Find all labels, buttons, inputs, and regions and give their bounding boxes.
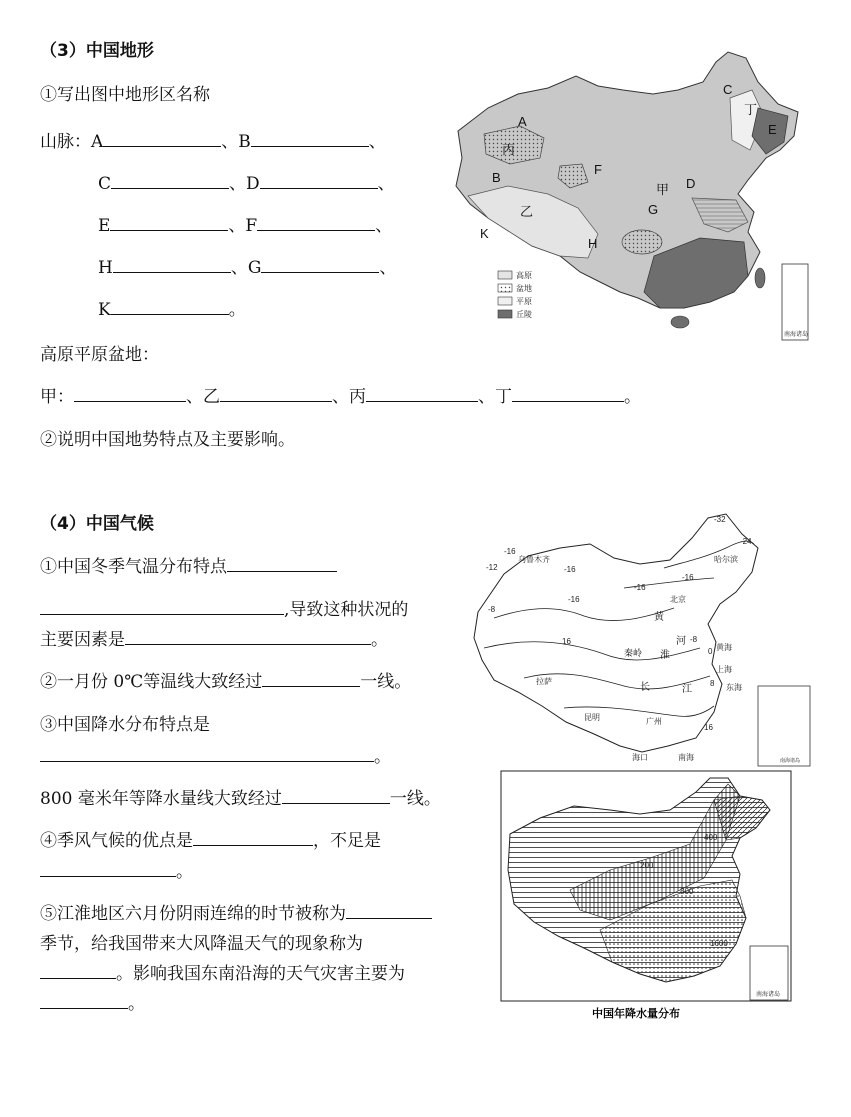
isotherm-label: -8 — [690, 635, 698, 644]
q1-text-a: ①中国冬季气温分布特点 — [40, 557, 227, 577]
mountains-label: 山脉： — [40, 132, 91, 152]
climate-q5-line2: 季节，给我国带来大风降温天气的现象称为 — [40, 934, 363, 954]
map-label-jia: 甲 — [656, 182, 670, 197]
isohyet-label: 400 — [704, 833, 718, 842]
period: 。 — [128, 994, 145, 1014]
climate-q3-blank-line — [40, 742, 391, 767]
precipitation-map — [500, 770, 792, 1025]
period: 。 — [374, 747, 391, 767]
place-shanghai: 上海 — [716, 665, 732, 674]
map-label-h: H — [588, 236, 598, 251]
isotherm-label: -16 — [634, 583, 646, 592]
place-kunming: 昆明 — [584, 713, 600, 722]
section3-question1: ①写出图中地形区名称 — [40, 85, 210, 105]
place-guangzhou: 广州 — [646, 717, 662, 726]
q1-text-b: ,导致这种状况的 — [284, 600, 409, 620]
plains-row — [40, 382, 641, 407]
q4-text-a: ④季风气候的优点是 — [40, 831, 193, 851]
answer-blank-q2[interactable] — [262, 685, 360, 687]
hainan-island — [671, 316, 689, 328]
legend-basin: 盆地 — [516, 284, 532, 293]
isohyet-label: 1600 — [710, 939, 728, 948]
map-label-g: G — [648, 202, 659, 217]
map-label-ding: 丁 — [744, 102, 758, 117]
answer-blank-q5c[interactable] — [40, 1007, 128, 1009]
terrain-map — [448, 46, 810, 344]
q5-text-a: ⑤江淮地区六月份阴雨连绵的时节被称为 — [40, 904, 346, 924]
separator: 、 — [229, 174, 247, 194]
answer-blank-q4a[interactable] — [193, 844, 313, 846]
answer-blank-q3[interactable] — [40, 760, 374, 762]
answer-blank-k[interactable] — [111, 313, 229, 315]
isotherm-label: -12 — [486, 563, 498, 572]
climate-q1-line2 — [40, 595, 408, 620]
place-huai: 淮 — [660, 650, 670, 661]
isotherm-label: 0 — [708, 647, 713, 656]
answer-blank-yi[interactable] — [220, 400, 332, 402]
inset-label: 南海诸岛 — [780, 758, 801, 764]
answer-blank-f[interactable] — [257, 229, 375, 231]
mountain-letter-c: C — [98, 174, 112, 194]
section3-heading: （3）中国地形 — [40, 41, 154, 61]
plain-jia-label: 甲： — [40, 387, 74, 407]
mountain-row-1 — [40, 127, 386, 152]
answer-blank-g[interactable] — [261, 271, 379, 273]
separator: 、 — [379, 258, 397, 278]
isotherm-label: -8 — [488, 605, 496, 614]
mountain-letter-g: G — [247, 258, 262, 278]
separator: 、 — [186, 387, 203, 407]
answer-blank-c[interactable] — [111, 187, 229, 189]
mountain-letter-h: H — [98, 258, 113, 278]
place-haikou: 海口 — [632, 753, 648, 762]
map-label-e: E — [768, 122, 777, 137]
climate-q1-line1 — [40, 552, 337, 577]
answer-blank-d[interactable] — [260, 187, 378, 189]
inset-label: 南海诸岛 — [784, 332, 809, 338]
answer-blank-b[interactable] — [251, 145, 369, 147]
legend-plain: 平原 — [516, 297, 532, 306]
climate-q4-line2 — [40, 857, 193, 882]
q2-text-b: 一线。 — [360, 672, 412, 692]
q3-line-end: 一线。 — [389, 789, 441, 809]
place-he: 河 — [676, 636, 686, 647]
answer-blank-q4b[interactable] — [40, 875, 176, 877]
isotherm-label: -16 — [682, 573, 694, 582]
separator: 、 — [221, 132, 239, 152]
isotherm-label: 16 — [562, 637, 571, 646]
q3-line-text: 800 毫米年等降水量线大致经过 — [40, 789, 282, 809]
place-urumqi: 乌鲁木齐 — [518, 555, 550, 564]
period: 。 — [176, 862, 193, 882]
separator: 、 — [368, 132, 386, 152]
plains-label: 高原平原盆地： — [40, 345, 159, 365]
climate-q3-isohyet — [40, 784, 441, 809]
place-south-sea: 南海 — [678, 753, 694, 762]
mountain-letter-k: K — [98, 300, 111, 320]
legend-hills: 丘陵 — [516, 310, 532, 319]
answer-blank-q5a[interactable] — [346, 917, 432, 919]
map-label-f: F — [594, 162, 602, 177]
place-harbin: 哈尔滨 — [714, 555, 738, 564]
answer-blank-q1b[interactable] — [40, 613, 284, 615]
mountain-row-5 — [98, 295, 246, 320]
plain-bing-label: 丙 — [349, 387, 366, 407]
climate-q5-line1 — [40, 899, 432, 924]
q1-text-c: 主要因素是 — [40, 630, 125, 650]
basin-sichuan — [622, 230, 662, 254]
mountain-letter-a: A — [91, 132, 104, 152]
place-qinling: 秦岭 — [624, 648, 643, 658]
isotherm-label: -16 — [568, 595, 580, 604]
answer-blank-h[interactable] — [113, 271, 231, 273]
place-lhasa: 拉萨 — [536, 677, 552, 686]
map-label-k: K — [480, 226, 489, 241]
answer-blank-800mm[interactable] — [282, 802, 390, 804]
answer-blank-a[interactable] — [103, 145, 221, 147]
isohyet-label: 200 — [640, 861, 654, 870]
answer-blank-q1c[interactable] — [125, 643, 371, 645]
place-yellow-sea: 黄海 — [716, 643, 732, 652]
plain-yi-label: 乙 — [203, 387, 220, 407]
place-jiang: 江 — [682, 684, 692, 695]
map-label-d: D — [686, 176, 696, 191]
climate-q3: ③中国降水分布特点是 — [40, 715, 210, 735]
mountain-row-2 — [98, 169, 395, 194]
inset-label: 南海诸岛 — [756, 992, 781, 998]
isotherm-label: -24 — [740, 537, 752, 546]
q2-text-a: ②一月份 0℃等温线大致经过 — [40, 672, 263, 692]
isotherm-label: -16 — [564, 565, 576, 574]
section3-question2: ②说明中国地势特点及主要影响。 — [40, 430, 295, 450]
mountain-letter-d: D — [246, 174, 260, 194]
plain-ding-label: 丁 — [495, 387, 512, 407]
place-huang: 黄 — [654, 612, 664, 623]
separator: 、 — [332, 387, 349, 407]
climate-q5-line4 — [40, 989, 145, 1014]
place-east-sea: 东海 — [726, 683, 742, 692]
mountain-row-3 — [98, 211, 392, 236]
answer-blank-e[interactable] — [110, 229, 228, 231]
mountain-letter-e: E — [98, 216, 111, 236]
q4-text-b: ，不足是 — [313, 831, 381, 851]
map-label-yi: 乙 — [520, 204, 534, 219]
map-label-c: C — [723, 82, 733, 97]
map-label-a: A — [518, 114, 527, 129]
separator: 、 — [228, 216, 246, 236]
isotherm-label: 16 — [704, 723, 713, 732]
mountain-letter-b: B — [238, 132, 251, 152]
place-beijing: 北京 — [670, 595, 686, 604]
separator: 、 — [377, 174, 395, 194]
separator: 、 — [230, 258, 248, 278]
map-label-bing: 丙 — [502, 142, 516, 157]
south-sea-inset — [782, 264, 808, 340]
isotherm-label: -16 — [504, 547, 516, 556]
map-label-b: B — [492, 170, 501, 185]
climate-q1-line3 — [40, 625, 388, 650]
period: 。 — [228, 300, 246, 320]
section4-heading: （4）中国气候 — [40, 514, 154, 534]
climate-q5-line3 — [40, 959, 405, 984]
isohyet-label: 800 — [680, 887, 694, 896]
mountain-letter-f: F — [245, 216, 258, 236]
answer-blank-q1a[interactable] — [227, 570, 337, 572]
answer-blank-jia[interactable] — [74, 400, 186, 402]
temperature-map — [464, 508, 814, 770]
climate-q2 — [40, 667, 411, 692]
mountain-row-4 — [98, 253, 396, 278]
south-sea-inset — [758, 686, 810, 766]
place-chang: 长 — [640, 682, 650, 693]
separator: 、 — [478, 387, 495, 407]
rain-map-caption: 中国年降水量分布 — [592, 1008, 680, 1020]
q5-text-c: 。影响我国东南沿海的天气灾害主要为 — [116, 964, 405, 984]
answer-blank-q5b[interactable] — [40, 977, 116, 979]
china-outline — [474, 514, 758, 752]
period: 。 — [371, 630, 388, 650]
isotherm-label: 8 — [710, 679, 715, 688]
answer-blank-bing[interactable] — [366, 400, 478, 402]
climate-q4 — [40, 826, 381, 851]
separator: 、 — [375, 216, 393, 236]
answer-blank-ding[interactable] — [512, 400, 624, 402]
period: 。 — [624, 387, 641, 407]
taiwan-island — [755, 268, 765, 288]
isotherm-label: -32 — [714, 515, 726, 524]
legend-plateau: 高原 — [516, 271, 532, 280]
